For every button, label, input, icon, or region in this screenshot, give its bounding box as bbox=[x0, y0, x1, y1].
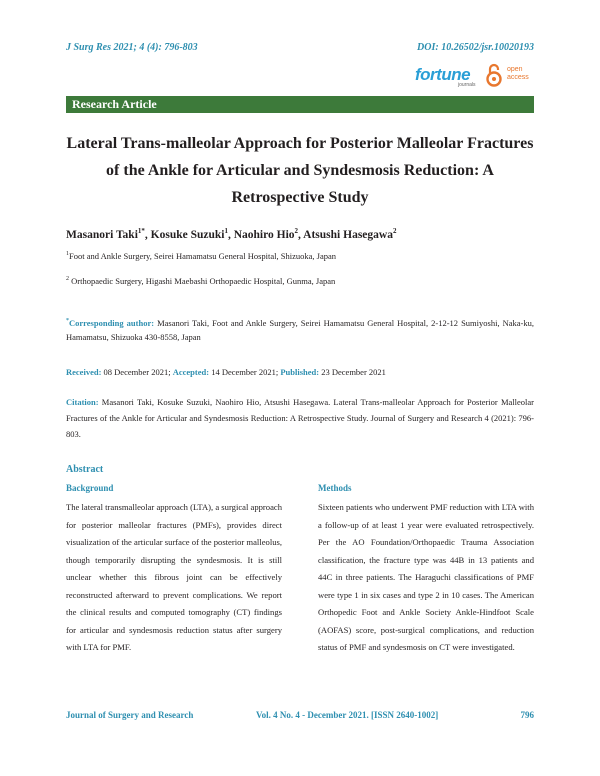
author-sup: 1 bbox=[224, 227, 228, 235]
author-name[interactable]: Kosuke Suzuki bbox=[150, 228, 225, 241]
affiliation-text: Orthopaedic Surgery, Higashi Maebashi Orthopaedic Hospital, Gunma, Japan bbox=[69, 276, 336, 286]
author-sup: 1* bbox=[137, 227, 145, 235]
citation-text: Masanori Taki, Kosuke Suzuki, Naohiro Hio, Atsushi Hasegawa. Lateral Trans-malleolar Approach for Posterior Malleolar Fractures of the Ankle for Articular and Syndesmosis Reduction: A Retrospective Study. Journal of Surgery and Research 4 (2021): 796-803. bbox=[66, 397, 534, 439]
author-name[interactable]: Masanori Taki bbox=[66, 228, 138, 241]
page-number: 796 bbox=[520, 710, 534, 720]
author-list bbox=[66, 227, 396, 241]
citation-block bbox=[66, 394, 534, 442]
received-date: 08 December 2021; bbox=[101, 367, 173, 377]
author-sep: , bbox=[227, 228, 234, 241]
author-sep: , bbox=[144, 228, 151, 241]
logo-wordmark: fortune bbox=[415, 65, 471, 84]
published-label: Published: bbox=[280, 367, 320, 377]
background-heading: Background bbox=[66, 483, 114, 493]
article-type-label: Research Article bbox=[72, 97, 157, 111]
article-dates bbox=[66, 367, 386, 377]
accepted-date: 14 December 2021; bbox=[209, 367, 281, 377]
published-date: 23 December 2021 bbox=[319, 367, 386, 377]
article-type-band bbox=[66, 96, 534, 113]
author-sep: , bbox=[298, 228, 304, 241]
corresponding-text: Masanori Taki, Foot and Ankle Surgery, Seirei Hamamatsu General Hospital, 2-12-12 Sumiyoshi, Naka-ku, Hamamatsu, Shizuoka 430-8558, Japan bbox=[66, 317, 534, 342]
article-title: Lateral Trans-malleolar Approach for Posterior Malleolar Fractures of the Ankle for Articular and Syndesmosis Reduction: A Retrospective Study bbox=[66, 135, 534, 206]
logo-tagline: journals bbox=[458, 82, 476, 88]
accepted-label: Accepted: bbox=[172, 367, 210, 377]
abstract-heading: Abstract bbox=[66, 464, 104, 475]
author-sup: 2 bbox=[294, 227, 299, 235]
logo-open-text: open bbox=[507, 66, 523, 73]
received-label: Received: bbox=[66, 367, 102, 377]
header-doi[interactable]: DOI: 10.26502/jsr.10020193 bbox=[417, 42, 534, 53]
background-paragraph: The lateral transmalleolar approach (LTA), a surgical approach for posterior malleolar fractures (PMFs), provides direct visualization of the articular surface of the posterior malleolus, though temporarily disrupting the syndesmosis. It is still unclear whether this fibrous joint can be effectively reconstructed afterward to prevent complications. We report the clinical results and computed tomography (CT) findings for articular and syndesmosis reduction status after surgery with LTA for PMF. bbox=[66, 502, 282, 652]
corresponding-author bbox=[66, 314, 534, 344]
corresponding-label: Corresponding author: bbox=[69, 317, 155, 328]
logo-access-text: access bbox=[507, 74, 529, 81]
footer-issue: Vol. 4 No. 4 - December 2021. [ISSN 2640-1002] bbox=[256, 710, 439, 720]
author-name[interactable]: Naohiro Hio bbox=[233, 228, 295, 241]
affiliation-2 bbox=[66, 276, 335, 286]
author-sup: 2 bbox=[392, 227, 397, 235]
open-access-icon bbox=[485, 63, 503, 87]
methods-paragraph: Sixteen patients who underwent PMF reduction with LTA with a follow-up of at least 1 year were evaluated retrospectively. Per the AO Foundation/Orthopaedic Trauma Association classification, the fracture type was 44B in 13 patients and 44C in three patients. The Haraguchi classifications of PMF were type 1 in six cases and type 2 in 10 cases. The American Orthopedic Foot and Ankle Society Ankle-Hindfoot Scale (AOFAS) score, post-surgical complications, and reduction status of PMF and syndesmosis on CT were investigated. bbox=[318, 502, 534, 652]
affiliation-sup: 1 bbox=[66, 251, 69, 258]
affiliation-sup: 2 bbox=[66, 276, 69, 283]
footer-journal: Journal of Surgery and Research bbox=[66, 710, 194, 720]
publisher-logo[interactable] bbox=[415, 62, 550, 92]
affiliation-text: Foot and Ankle Surgery, Seirei Hamamatsu General Hospital, Shizuoka, Japan bbox=[69, 251, 336, 261]
citation-label: Citation: bbox=[66, 397, 99, 407]
affiliation-1 bbox=[66, 251, 336, 261]
corresponding-sup: * bbox=[66, 318, 69, 324]
header-citation: J Surg Res 2021; 4 (4): 796-803 bbox=[66, 42, 198, 53]
author-name[interactable]: Atsushi Hasegawa bbox=[303, 228, 393, 241]
methods-heading: Methods bbox=[318, 483, 352, 493]
